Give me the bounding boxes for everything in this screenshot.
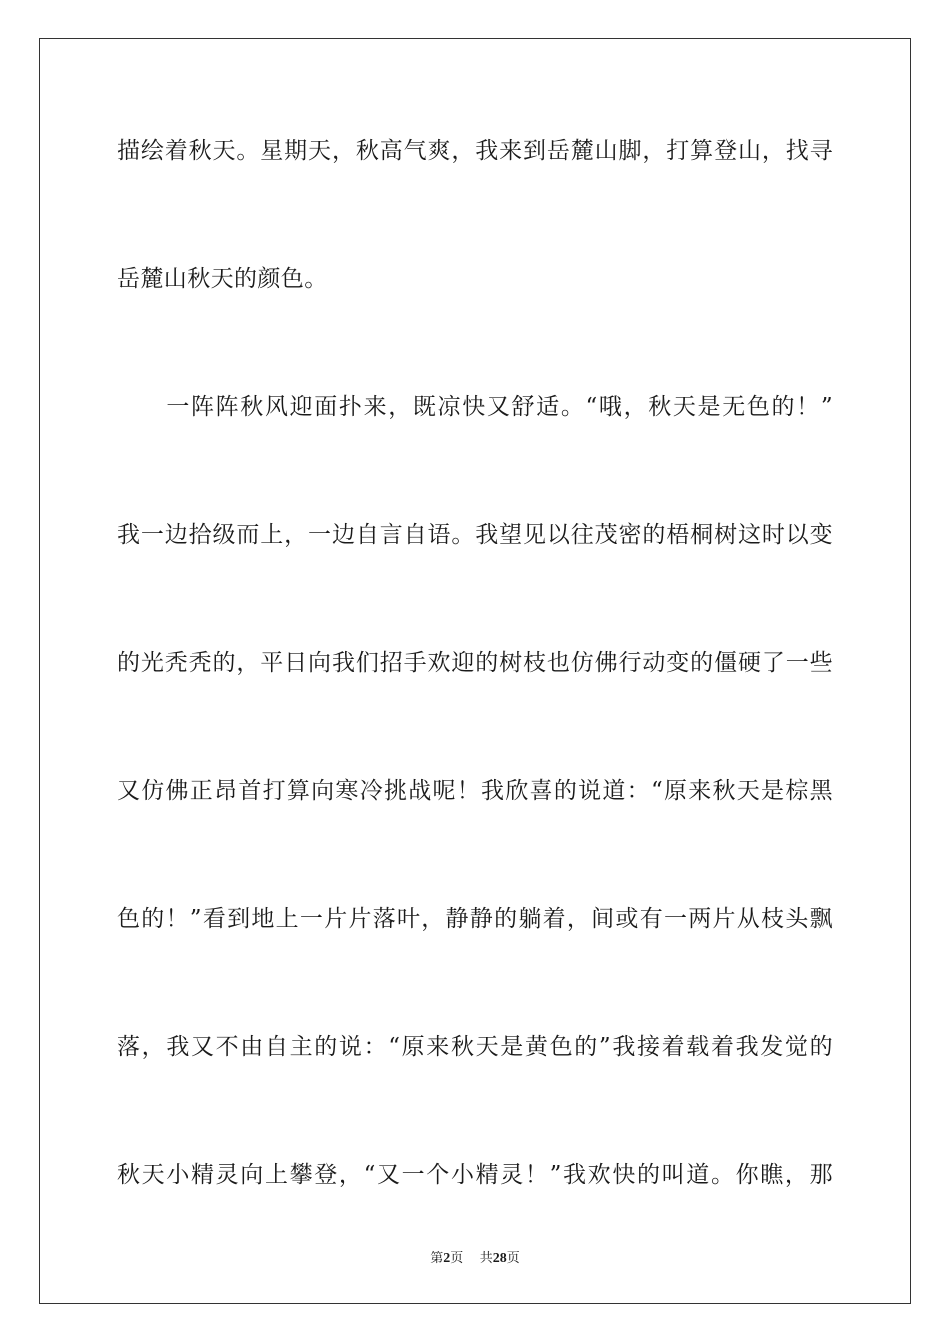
total-suffix: 页 (506, 1251, 520, 1266)
total-prefix: 共 (479, 1251, 493, 1266)
text-line: 我一边拾级而上，一边自言自语。我望见以往茂密的梧桐树这时以变 (117, 522, 833, 548)
page-number: 2 (443, 1251, 451, 1266)
text-line: 一阵阵秋风迎面扑来，既凉快又舒适。“哦，秋天是无色的！” (117, 394, 833, 420)
text-line: 色的！”看到地上一片片落叶，静静的躺着，间或有一两片从枝头飘 (117, 906, 833, 932)
page-footer (0, 1247, 950, 1267)
text-line: 秋天小精灵向上攀登，“又一个小精灵！”我欢快的叫道。你瞧，那 (117, 1162, 833, 1188)
text-line: 落，我又不由自主的说：“原来秋天是黄色的”我接着载着我发觉的 (117, 1034, 833, 1060)
page-prefix: 第 (430, 1251, 444, 1266)
total-pages: 28 (492, 1251, 507, 1266)
text-line: 岳麓山秋天的颜色。 (117, 266, 328, 292)
document-body (117, 127, 833, 1279)
page-suffix: 页 (450, 1251, 464, 1266)
text-line: 又仿佛正昂首打算向寒冷挑战呢！我欣喜的说道：“原来秋天是棕黑 (117, 778, 833, 804)
text-line: 的光秃秃的，平日向我们招手欢迎的树枝也仿佛行动变的僵硬了一些 (117, 650, 833, 676)
text-line: 描绘着秋天。星期天，秋高气爽，我来到岳麓山脚，打算登山，找寻 (117, 138, 833, 164)
